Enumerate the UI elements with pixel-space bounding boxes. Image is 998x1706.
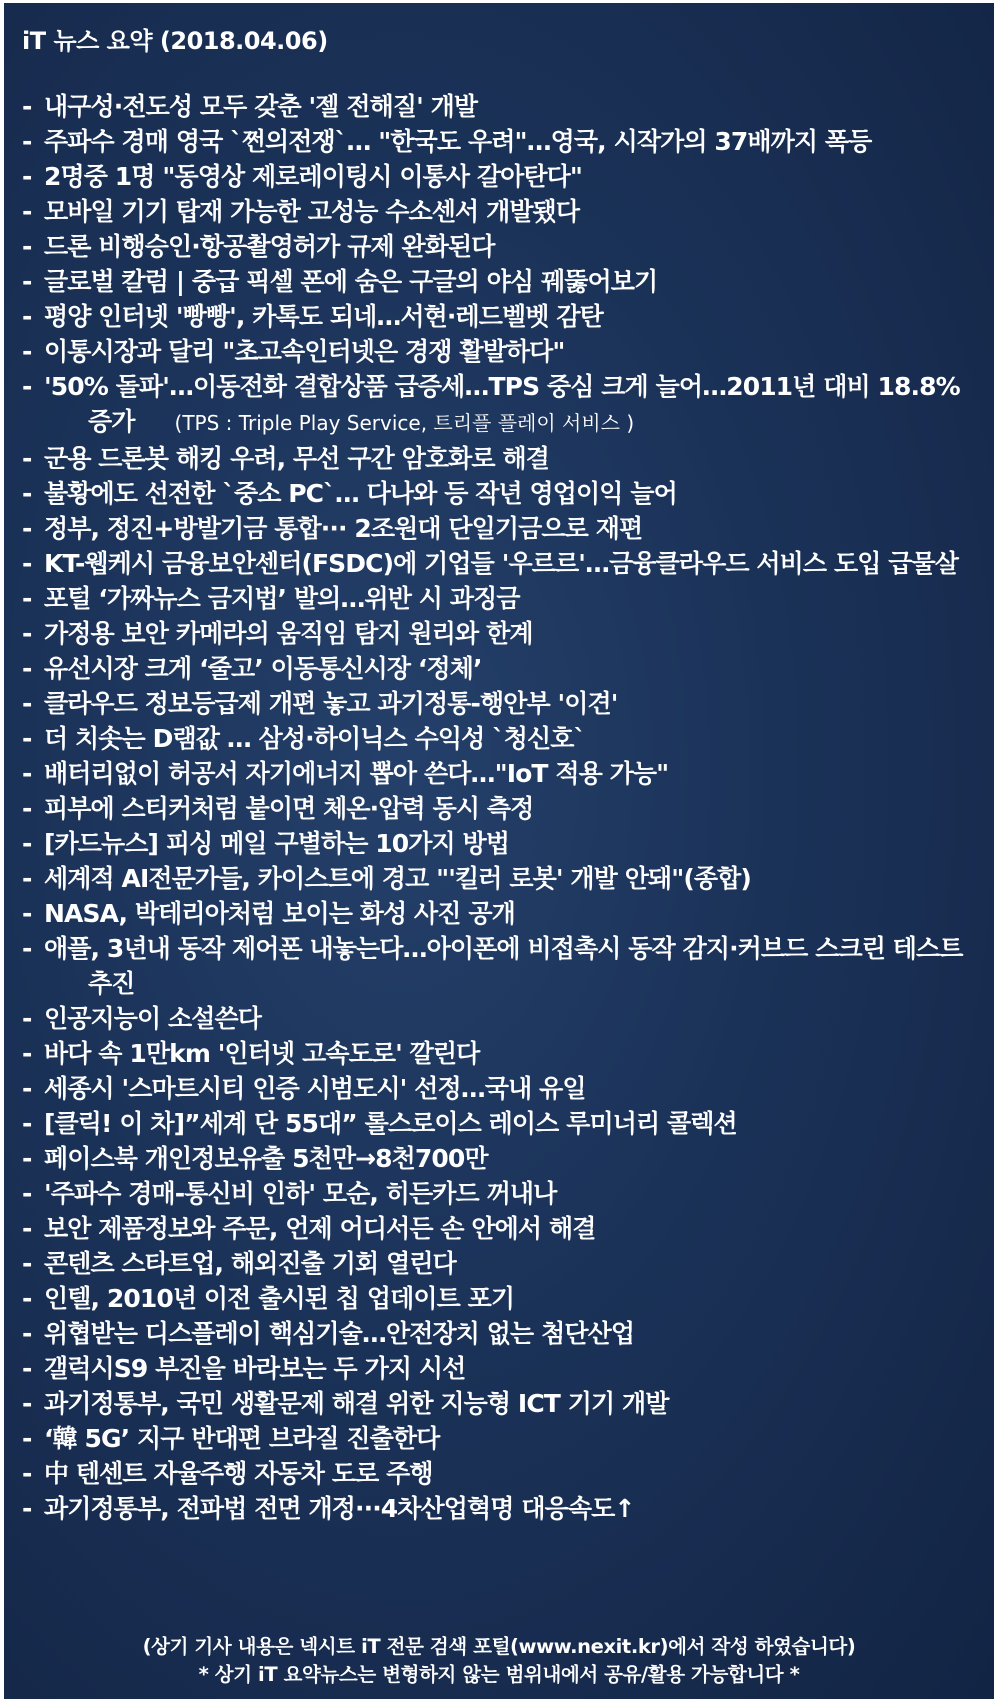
bullet-dash: - (22, 267, 32, 296)
news-headline: 갤럭시S9 부진을 바라보는 두 가지 시선 (44, 1354, 466, 1383)
bullet-dash: - (22, 864, 32, 893)
news-item (22, 756, 984, 791)
bullet-dash: - (22, 829, 32, 858)
news-headline: 인공지능이 소설쓴다 (44, 1004, 262, 1033)
news-item (22, 1001, 984, 1036)
bullet-dash: - (22, 1074, 32, 1103)
bullet-dash: - (22, 549, 32, 578)
bullet-dash: - (22, 1109, 32, 1138)
news-headline: '50% 돌파'…이동전화 결합상품 급증세…TPS 중심 크게 늘어…2011년 대비 18.8% 증가 (44, 372, 960, 436)
news-item (22, 511, 984, 546)
news-headline: 유선시장 크게 ‘줄고’ 이동통신시장 ‘정체’ (44, 654, 482, 683)
news-headline: 포털 ‘가짜뉴스 금지법’ 발의…위반 시 과징금 (44, 584, 520, 613)
bullet-dash: - (22, 162, 32, 191)
footer-source-note: (상기 기사 내용은 넥시트 iT 전문 검색 포털(www.nexit.kr)에서 작성 하였습니다) (142, 1635, 856, 1658)
news-headline: 더 치솟는 D램값 … 삼성·하이닉스 수익성 `청신호` (44, 724, 586, 753)
news-headline: [클릭! 이 차]”세계 단 55대” 롤스로이스 레이스 루미너리 콜렉션 (44, 1109, 737, 1138)
news-headline: 페이스북 개인정보유출 5천만→8천700만 (44, 1144, 488, 1173)
news-headline: 2명중 1명 "동영상 제로레이팅시 이통사 갈아탄다" (44, 162, 583, 191)
news-headline: 과기정통부, 국민 생활문제 해결 위한 지능형 ICT 기기 개발 (44, 1389, 669, 1418)
news-item (22, 441, 984, 476)
news-headline: 가정용 보안 카메라의 움직임 탐지 원리와 한계 (44, 619, 533, 648)
bullet-dash: - (22, 1179, 32, 1208)
news-headline: 모바일 기기 탑재 가능한 고성능 수소센서 개발됐다 (44, 197, 580, 226)
news-headline: [카드뉴스] 피싱 메일 구별하는 10가지 방법 (44, 829, 510, 858)
news-headline: 과기정통부, 전파법 전면 개정···4차산업혁명 대응속도↑ (44, 1494, 635, 1523)
news-item (22, 651, 984, 686)
news-headline: 군용 드론봇 해킹 우려, 무선 구간 암호화로 해결 (44, 444, 549, 473)
news-item (22, 89, 984, 124)
bullet-dash: - (22, 899, 32, 928)
news-list (22, 89, 984, 1526)
news-item (22, 686, 984, 721)
bullet-dash: - (22, 1249, 32, 1278)
bullet-dash: - (22, 1284, 32, 1313)
bullet-dash: - (22, 514, 32, 543)
news-item (22, 194, 984, 229)
news-note: (TPS : Triple Play Service, 트리플 플레이 서비스 ) (174, 411, 635, 435)
news-headline: 불황에도 선전한 `중소 PC`… 다나와 등 작년 영업이익 늘어 (44, 479, 677, 508)
news-headline: 中 텐센트 자율주행 자동차 도로 주행 (44, 1459, 433, 1488)
footer-license-note: * 상기 iT 요약뉴스는 변형하지 않는 범위내에서 공유/활용 가능합니다 * (198, 1663, 800, 1686)
news-item (22, 369, 984, 441)
news-item (22, 861, 984, 896)
bullet-dash: - (22, 1389, 32, 1418)
bullet-dash: - (22, 92, 32, 121)
news-headline: 바다 속 1만km '인터넷 고속도로' 깔린다 (44, 1039, 480, 1068)
news-item (22, 1141, 984, 1176)
news-item (22, 1421, 984, 1456)
news-headline: 보안 제품정보와 주문, 언제 어디서든 손 안에서 해결 (44, 1214, 596, 1243)
news-headline: 콘텐츠 스타트업, 해외진출 기회 열린다 (44, 1249, 456, 1278)
news-item (22, 124, 984, 159)
news-headline: NASA, 박테리아처럼 보이는 화성 사진 공개 (44, 899, 515, 928)
bullet-dash: - (22, 619, 32, 648)
bullet-dash: - (22, 689, 32, 718)
bullet-dash: - (22, 934, 32, 963)
bullet-dash: - (22, 372, 32, 401)
news-item (22, 159, 984, 194)
news-headline: 배터리없이 허공서 자기에너지 뽑아 쓴다…"IoT 적용 가능" (44, 759, 669, 788)
news-item (22, 1456, 984, 1491)
bullet-dash: - (22, 1214, 32, 1243)
news-item (22, 1246, 984, 1281)
bullet-dash: - (22, 654, 32, 683)
news-headline: 평양 인터넷 '빵빵', 카톡도 되네…서현·레드벨벳 감탄 (44, 302, 603, 331)
news-headline: 세계적 AI전문가들, 카이스트에 경고 "'킬러 로봇' 개발 안돼"(종합) (44, 864, 751, 893)
news-item (22, 1176, 984, 1211)
bullet-dash: - (22, 1144, 32, 1173)
news-item (22, 1211, 984, 1246)
bullet-dash: - (22, 479, 32, 508)
news-item (22, 721, 984, 756)
bullet-dash: - (22, 1494, 32, 1523)
news-item (22, 1316, 984, 1351)
news-headline: '주파수 경매-통신비 인하' 모순, 히든카드 꺼내나 (44, 1179, 557, 1208)
news-item (22, 1071, 984, 1106)
news-headline: ‘韓 5G’ 지구 반대편 브라질 진출한다 (44, 1424, 440, 1453)
news-item (22, 1106, 984, 1141)
news-headline: 인텔, 2010년 이전 출시된 칩 업데이트 포기 (44, 1284, 515, 1313)
bullet-dash: - (22, 197, 32, 226)
bullet-dash: - (22, 302, 32, 331)
news-headline: 클라우드 정보등급제 개편 놓고 과기정통-행안부 '이견' (44, 689, 618, 718)
news-item (22, 1386, 984, 1421)
news-item (22, 826, 984, 861)
bullet-dash: - (22, 127, 32, 156)
news-item (22, 546, 984, 581)
news-item (22, 616, 984, 651)
news-item (22, 476, 984, 511)
bullet-dash: - (22, 232, 32, 261)
news-item (22, 931, 984, 1001)
bullet-dash: - (22, 1039, 32, 1068)
news-headline: 드론 비행승인·항공촬영허가 규제 완화된다 (44, 232, 495, 261)
news-headline: 내구성·전도성 모두 갖춘 '젤 전해질' 개발 (44, 92, 478, 121)
news-item (22, 334, 984, 369)
bullet-dash: - (22, 1004, 32, 1033)
news-item (22, 1281, 984, 1316)
bullet-dash: - (22, 794, 32, 823)
news-headline: 세종시 '스마트시티 인증 시범도시' 선정…국내 유일 (44, 1074, 586, 1103)
news-item (22, 896, 984, 931)
news-summary-slide (4, 3, 994, 1699)
news-headline: 정부, 정진+방발기금 통합··· 2조원대 단일기금으로 재편 (44, 514, 643, 543)
bullet-dash: - (22, 337, 32, 366)
news-item (22, 1491, 984, 1526)
news-item (22, 791, 984, 826)
news-headline: 피부에 스티커처럼 붙이면 체온·압력 동시 측정 (44, 794, 534, 823)
news-item (22, 299, 984, 334)
news-headline: 이통시장과 달리 "초고속인터넷은 경쟁 활발하다" (44, 337, 565, 366)
news-headline: 주파수 경매 영국 `쩐의전쟁`… "한국도 우려"…영국, 시작가의 37배까지 폭등 (44, 127, 872, 156)
news-item (22, 229, 984, 264)
bullet-dash: - (22, 1319, 32, 1348)
bullet-dash: - (22, 584, 32, 613)
bullet-dash: - (22, 724, 32, 753)
bullet-dash: - (22, 1459, 32, 1488)
page-title: iT 뉴스 요약 (2018.04.06) (22, 27, 328, 55)
news-headline: KT-웹케시 금융보안센터(FSDC)에 기업들 '우르르'…금융클라우드 서비스 도입 급물살 (44, 549, 958, 578)
news-headline: 애플, 3년내 동작 제어폰 내놓는다…아이폰에 비접촉시 동작 감지·커브드 스크린 테스트 추진 (44, 934, 963, 998)
news-headline: 글로벌 칼럼 | 중급 픽셀 폰에 숨은 구글의 야심 꿰뚫어보기 (44, 267, 658, 296)
news-item (22, 264, 984, 299)
news-headline: 위협받는 디스플레이 핵심기술…안전장치 없는 첨단산업 (44, 1319, 635, 1348)
news-item (22, 1351, 984, 1386)
bullet-dash: - (22, 1354, 32, 1383)
news-item (22, 1036, 984, 1071)
bullet-dash: - (22, 444, 32, 473)
bullet-dash: - (22, 1424, 32, 1453)
news-item (22, 581, 984, 616)
bullet-dash: - (22, 759, 32, 788)
